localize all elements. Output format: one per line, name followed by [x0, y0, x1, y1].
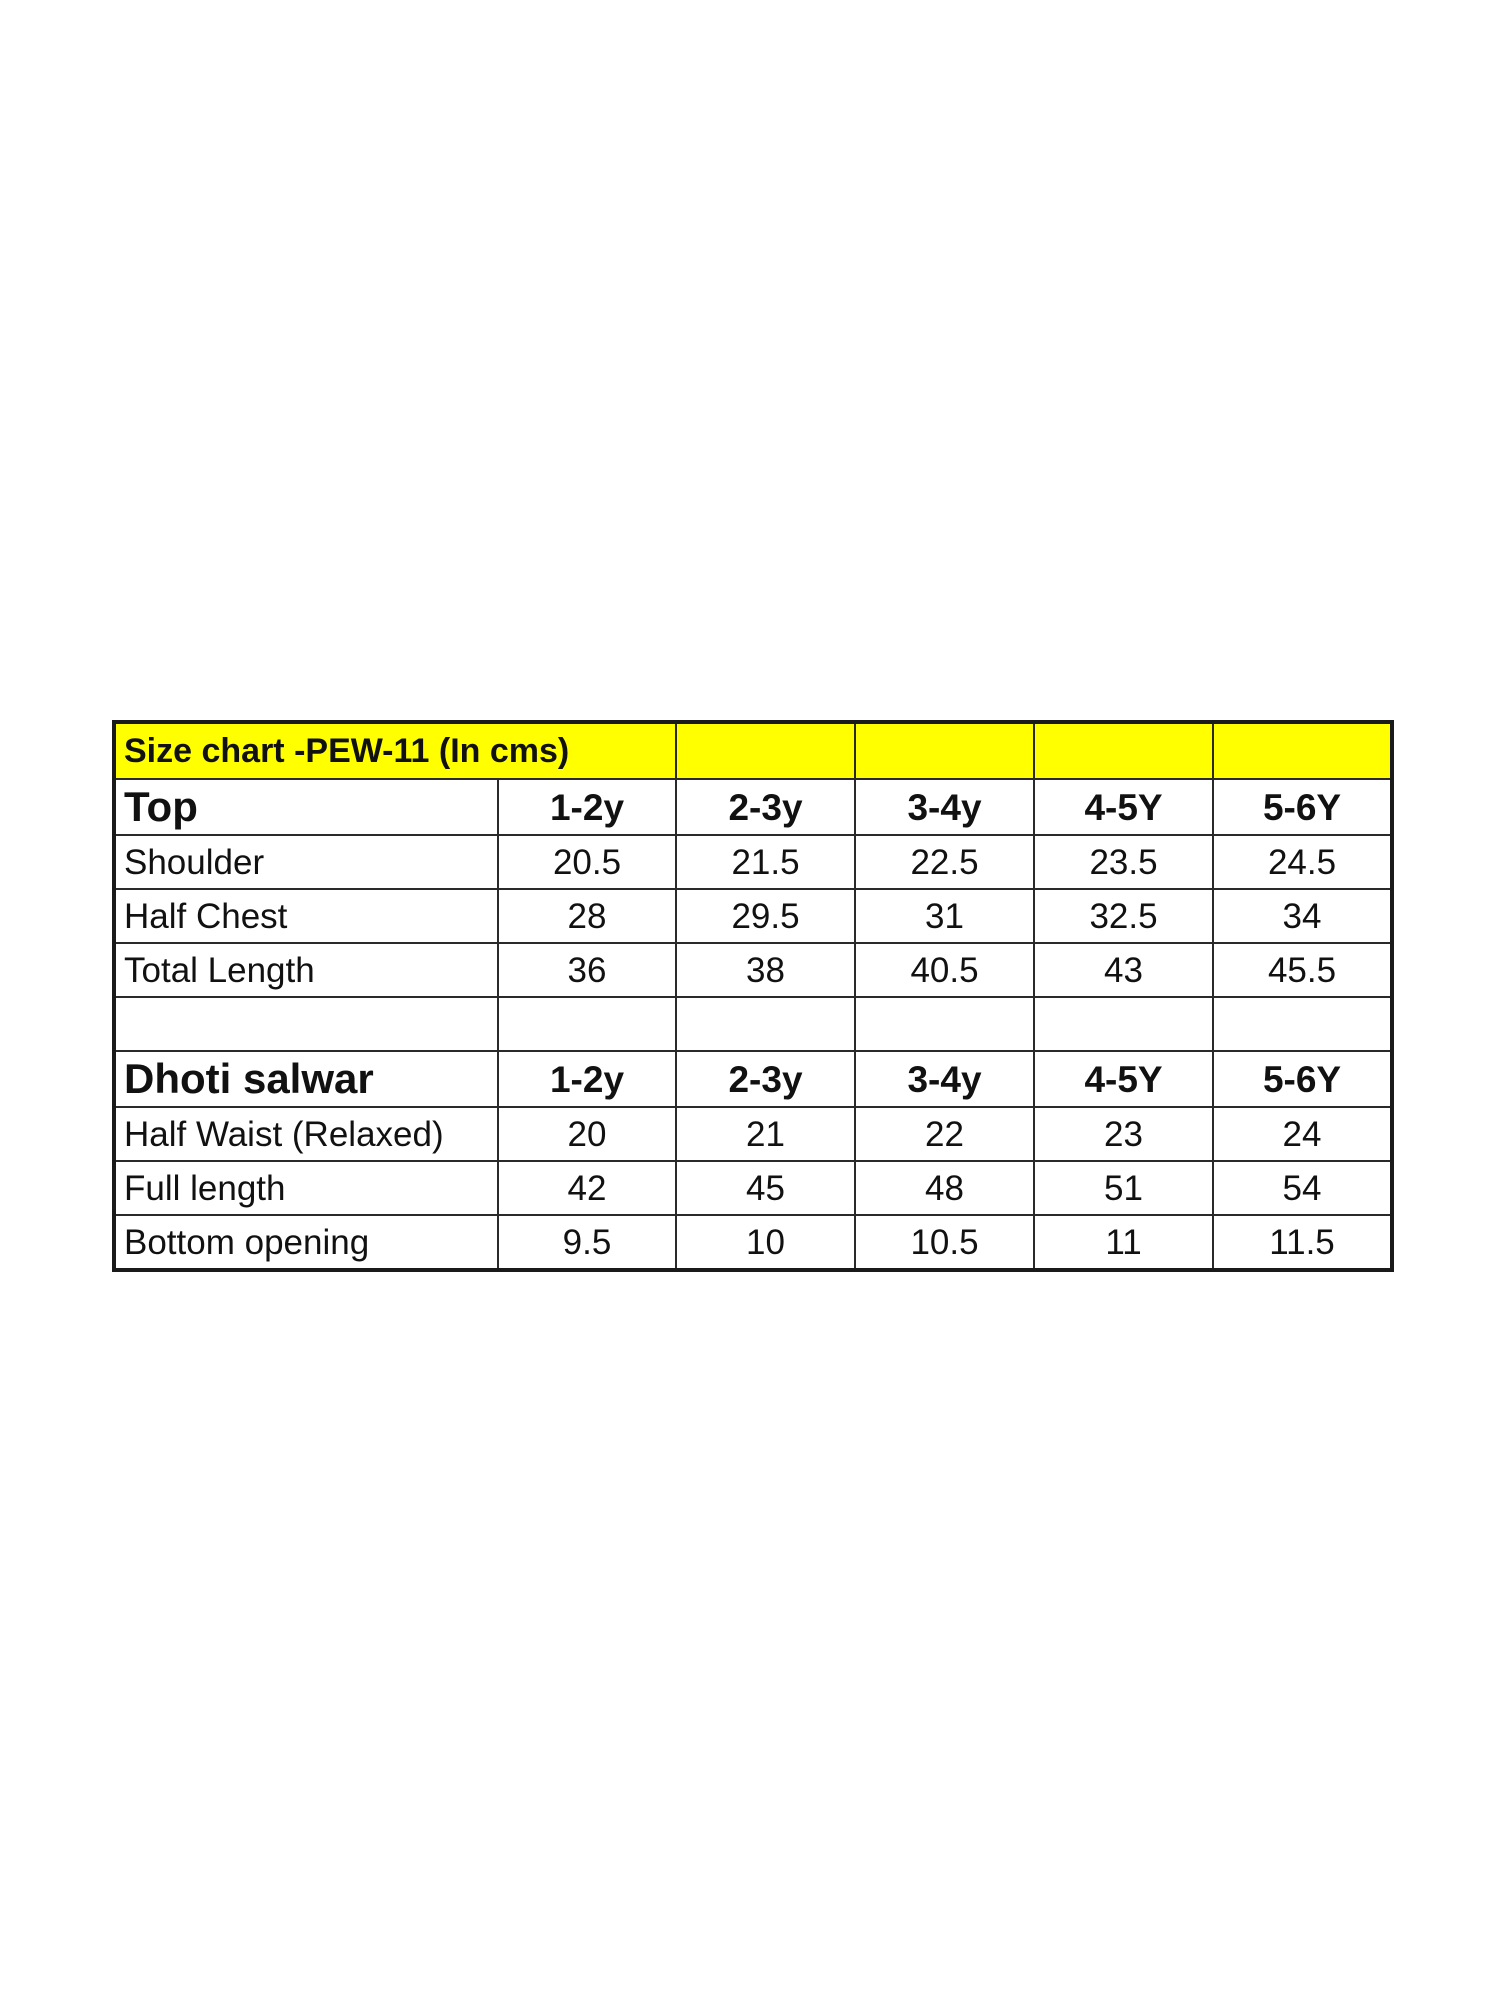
blank-cell	[114, 997, 498, 1051]
measurement-value: 23.5	[1034, 835, 1213, 889]
title-blank-cell	[855, 722, 1034, 779]
measurement-value: 32.5	[1034, 889, 1213, 943]
blank-cell	[498, 997, 676, 1051]
size-chart-table	[112, 720, 1394, 1272]
measurement-value: 22	[855, 1107, 1034, 1161]
measurement-value: 11	[1034, 1215, 1213, 1270]
measurement-value: 28	[498, 889, 676, 943]
size-header: 1-2y	[498, 1051, 676, 1107]
chart-title: Size chart -PEW-11 (In cms)	[114, 722, 676, 779]
measurement-label: Half Chest	[114, 889, 498, 943]
blank-cell	[1213, 997, 1392, 1051]
measurement-value: 43	[1034, 943, 1213, 997]
spacer-row	[114, 997, 1392, 1051]
measurement-value: 24	[1213, 1107, 1392, 1161]
size-header: 4-5Y	[1034, 1051, 1213, 1107]
measurement-value: 54	[1213, 1161, 1392, 1215]
measurement-value: 42	[498, 1161, 676, 1215]
measurement-value: 10.5	[855, 1215, 1034, 1270]
size-header: 1-2y	[498, 779, 676, 835]
measurement-value: 36	[498, 943, 676, 997]
title-blank-cell	[1213, 722, 1392, 779]
measurement-value: 23	[1034, 1107, 1213, 1161]
measurement-value: 21.5	[676, 835, 855, 889]
measurement-value: 24.5	[1213, 835, 1392, 889]
size-header: 4-5Y	[1034, 779, 1213, 835]
measurement-value: 22.5	[855, 835, 1034, 889]
measurement-value: 45	[676, 1161, 855, 1215]
section-heading-dhoti-salwar: Dhoti salwar	[114, 1051, 498, 1107]
top-header-row	[114, 779, 1392, 835]
measurement-value: 20	[498, 1107, 676, 1161]
measurement-value: 9.5	[498, 1215, 676, 1270]
blank-cell	[676, 997, 855, 1051]
measurement-label: Total Length	[114, 943, 498, 997]
title-blank-cell	[676, 722, 855, 779]
title-row	[114, 722, 1392, 779]
size-header: 3-4y	[855, 1051, 1034, 1107]
measurement-label: Bottom opening	[114, 1215, 498, 1270]
size-header: 5-6Y	[1213, 779, 1392, 835]
table-row	[114, 835, 1392, 889]
title-blank-cell	[1034, 722, 1213, 779]
measurement-value: 29.5	[676, 889, 855, 943]
size-header: 2-3y	[676, 779, 855, 835]
dhoti-header-row	[114, 1051, 1392, 1107]
table-row	[114, 943, 1392, 997]
measurement-label: Full length	[114, 1161, 498, 1215]
size-header: 3-4y	[855, 779, 1034, 835]
table-row	[114, 1107, 1392, 1161]
measurement-label: Shoulder	[114, 835, 498, 889]
measurement-value: 31	[855, 889, 1034, 943]
measurement-value: 48	[855, 1161, 1034, 1215]
table-row	[114, 889, 1392, 943]
measurement-value: 21	[676, 1107, 855, 1161]
size-header: 5-6Y	[1213, 1051, 1392, 1107]
measurement-value: 20.5	[498, 835, 676, 889]
measurement-value: 45.5	[1213, 943, 1392, 997]
measurement-value: 34	[1213, 889, 1392, 943]
measurement-value: 11.5	[1213, 1215, 1392, 1270]
blank-cell	[1034, 997, 1213, 1051]
measurement-value: 51	[1034, 1161, 1213, 1215]
blank-cell	[855, 997, 1034, 1051]
measurement-value: 38	[676, 943, 855, 997]
size-header: 2-3y	[676, 1051, 855, 1107]
measurement-value: 10	[676, 1215, 855, 1270]
table-row	[114, 1215, 1392, 1270]
section-heading-top: Top	[114, 779, 498, 835]
table-row	[114, 1161, 1392, 1215]
measurement-value: 40.5	[855, 943, 1034, 997]
measurement-label: Half Waist (Relaxed)	[114, 1107, 498, 1161]
